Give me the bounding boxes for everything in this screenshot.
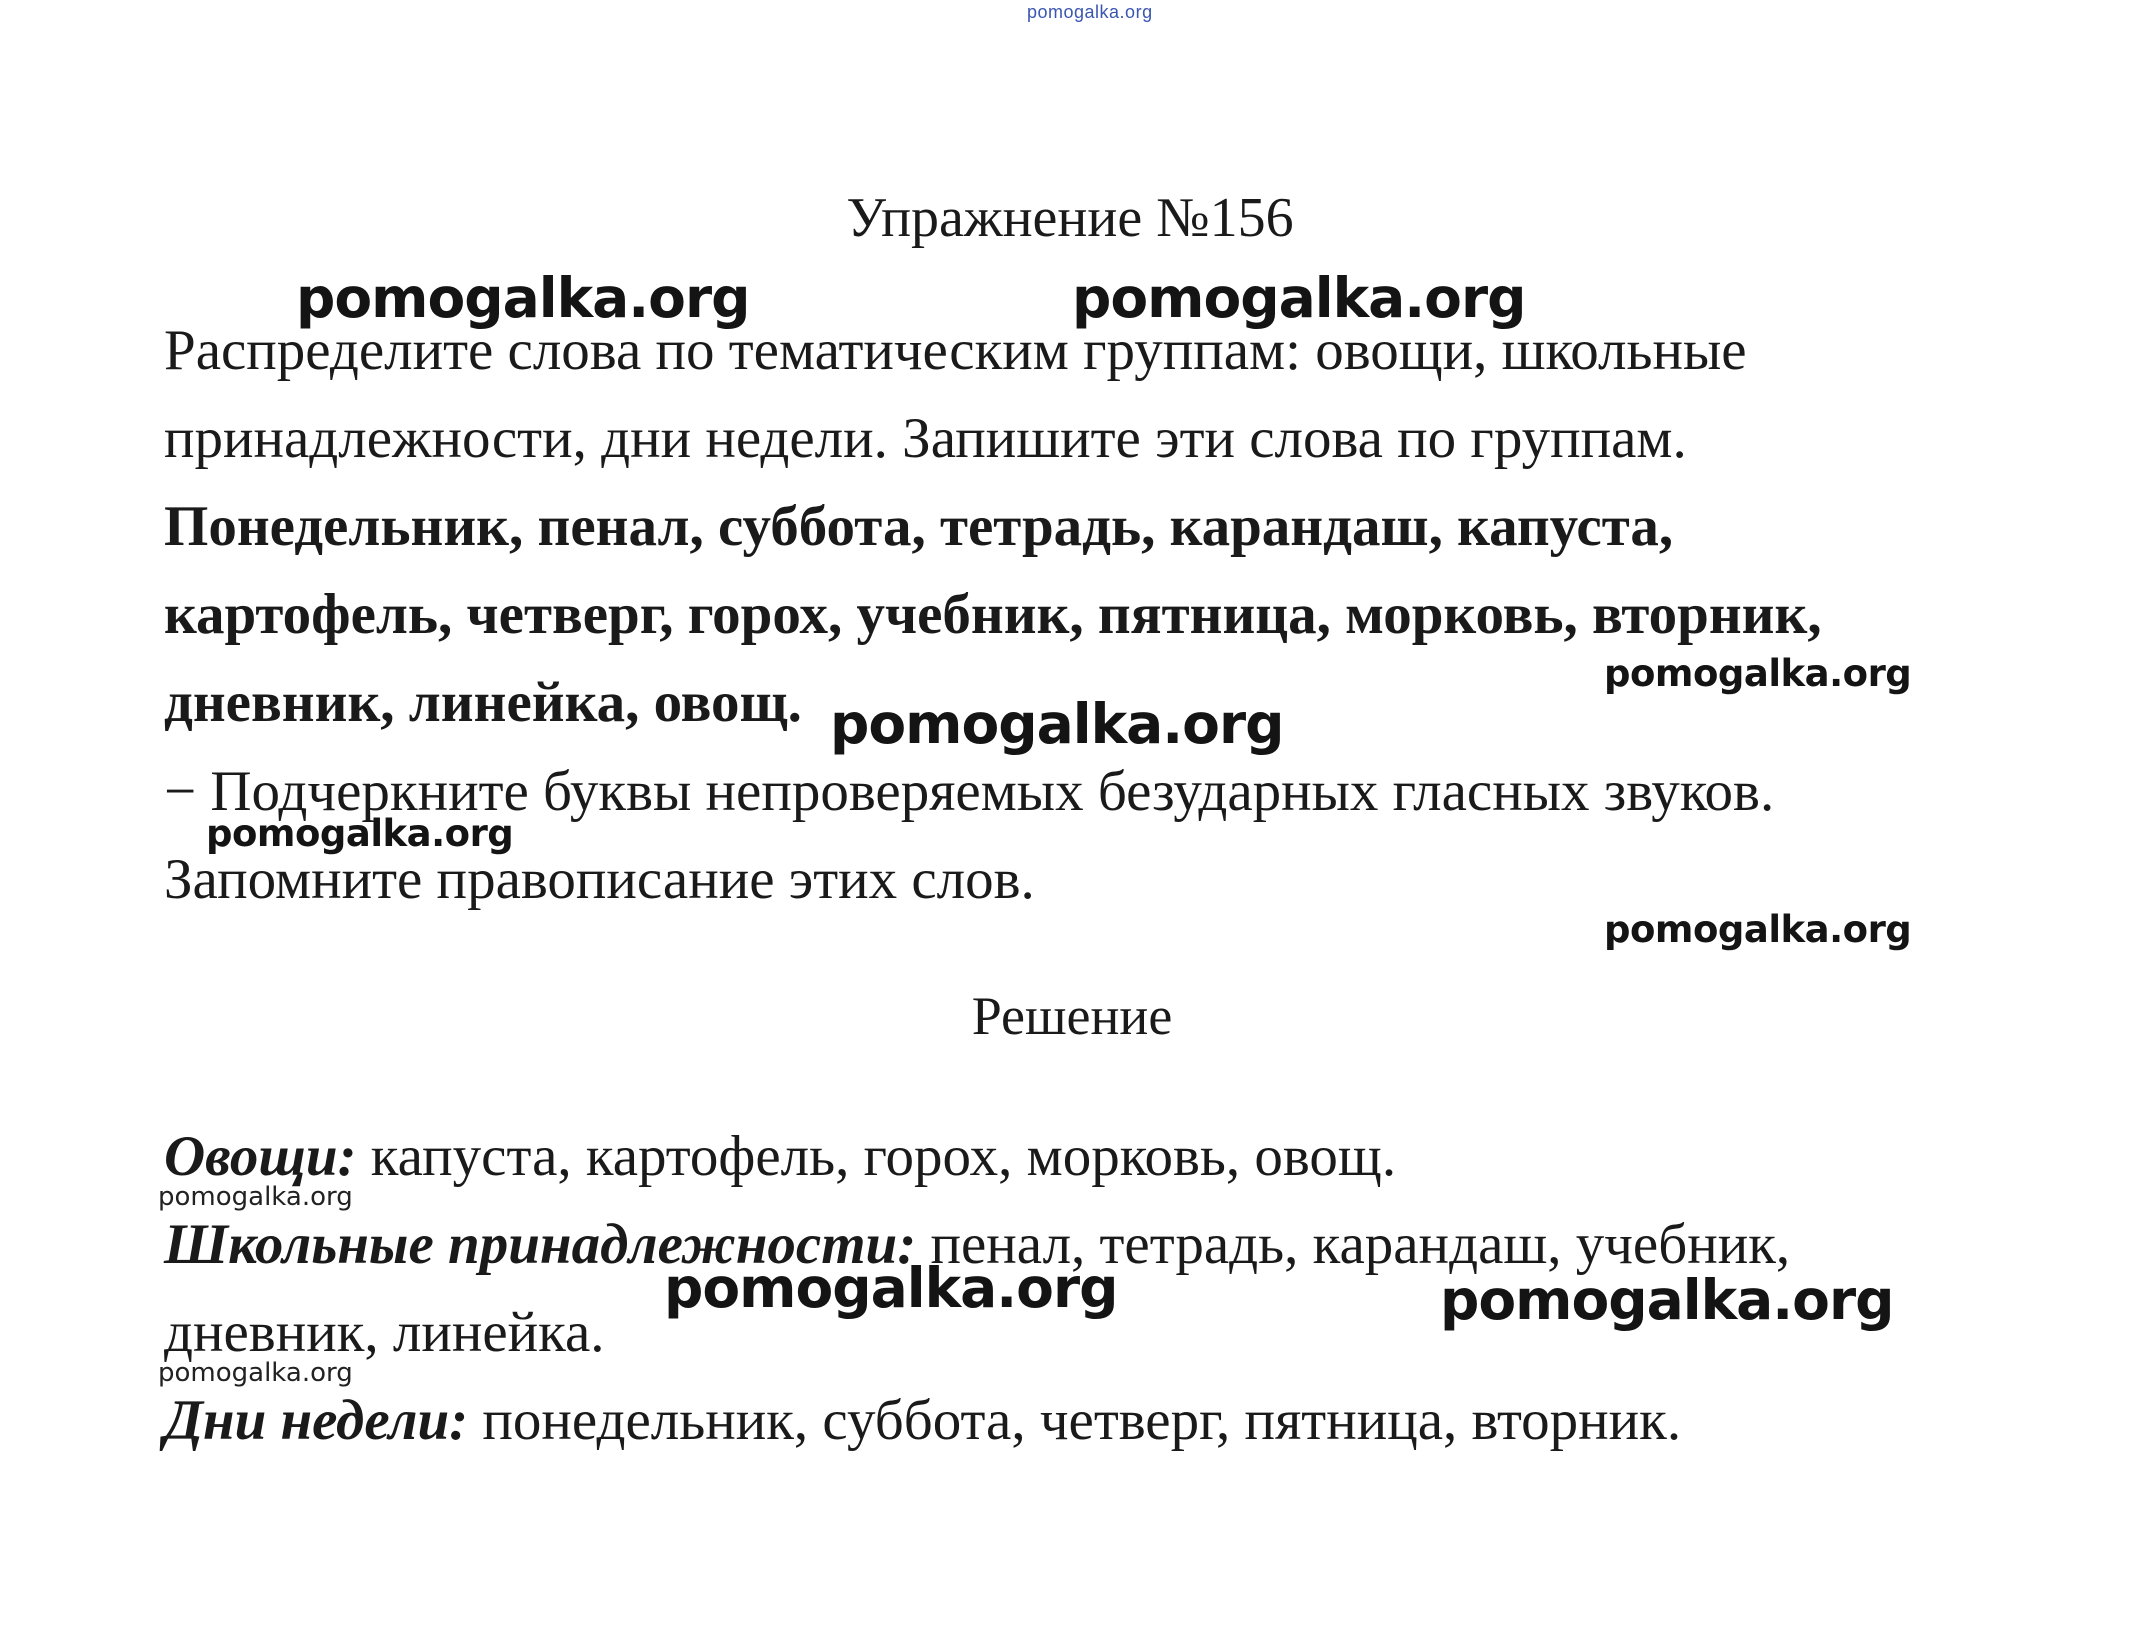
weekdays-label: Дни недели: bbox=[164, 1389, 469, 1452]
school-supplies-label: Школьные принадлежности: bbox=[164, 1213, 917, 1276]
top-site-link[interactable]: pomogalka.org bbox=[1027, 2, 1153, 22]
task-line-1: − Подчеркните буквы непроверяемых безударных гласных звуков. bbox=[164, 760, 1775, 823]
solution-weekdays bbox=[164, 1389, 1682, 1452]
watermark: pomogalka.org bbox=[296, 266, 750, 330]
instruction-line-2: принадлежности, дни недели. Запишите эти слова по группам. bbox=[164, 407, 1687, 470]
school-supplies-text-2: дневник, линейка. bbox=[164, 1301, 605, 1364]
watermark: pomogalka.org bbox=[1072, 266, 1526, 330]
watermark: pomogalka.org bbox=[158, 1182, 353, 1212]
task-line-2: Запомните правописание этих слов. bbox=[164, 848, 1035, 911]
watermark: pomogalka.org bbox=[830, 692, 1284, 756]
word-list-line-3: дневник, линейка, овощ. bbox=[164, 671, 802, 734]
watermark: pomogalka.org bbox=[206, 812, 514, 855]
watermark: pomogalka.org bbox=[158, 1358, 353, 1388]
solution-heading: Решение bbox=[971, 986, 1173, 1046]
vegetables-text: капуста, картофель, горох, морковь, овощ. bbox=[356, 1125, 1397, 1188]
watermark: pomogalka.org bbox=[1604, 652, 1912, 695]
solution-vegetables bbox=[164, 1125, 1397, 1188]
watermark: pomogalka.org bbox=[1440, 1268, 1894, 1332]
word-list-line-2: картофель, четверг, горох, учебник, пятница, морковь, вторник, bbox=[164, 583, 1822, 646]
exercise-title: Упражнение №156 bbox=[846, 187, 1294, 249]
vegetables-label: Овощи: bbox=[164, 1125, 357, 1188]
weekdays-text: понедельник, суббота, четверг, пятница, вторник. bbox=[468, 1389, 1682, 1452]
school-supplies-text-1: пенал, тетрадь, карандаш, учебник, bbox=[916, 1213, 1791, 1276]
word-list-line-1: Понедельник, пенал, суббота, тетрадь, карандаш, капуста, bbox=[164, 495, 1674, 558]
watermark: pomogalka.org bbox=[664, 1256, 1118, 1320]
instruction-line-1: Распределите слова по тематическим группам: овощи, школьные bbox=[164, 319, 1747, 382]
watermark: pomogalka.org bbox=[1604, 908, 1912, 951]
